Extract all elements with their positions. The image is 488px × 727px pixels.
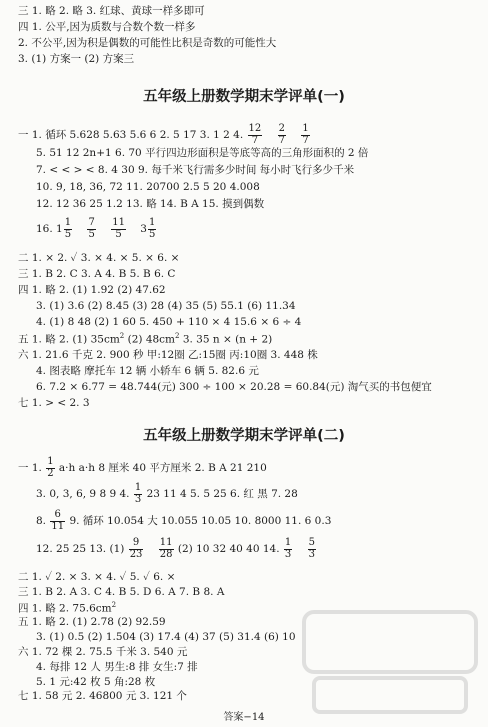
s1-line-12: 五 1. 略 2. (1) $35cm^2$ (2) $48cm^2$ 3. 35 n × (n + 2) bbox=[18, 332, 273, 346]
s2-line-1: 一 1. $\frac{1}{2}$ a·h a·h 8 厘米 40 平方厘米 2. B A 21 210 bbox=[18, 456, 267, 479]
watermark-logo bbox=[300, 608, 480, 718]
s1-line-3: 7. < < > < 8. 4 30 9. 每千米飞行需多少时间 每小时飞行多少千米 bbox=[36, 164, 355, 176]
s2-line-5: 二 1. ✓ 2. × 3. × 4. ✓ 5. ✓ 6. × bbox=[18, 571, 176, 583]
s1-line-5: 12. 12 36 25 1.2 13. 略 14. B A 15. 摸到偶数 bbox=[36, 198, 265, 210]
s2-line-4: 12. 25 25 13. (1) $\frac{9}{23}$ $\frac{11}{28}$ (2) 10 32 40 40 14. $\frac{1}{3}$ $\frac{5}{3}$ bbox=[36, 537, 316, 560]
top-line-1: 三 1. 略 2. 略 3. 红球、黄球一样多即可 bbox=[18, 5, 205, 17]
s1-line-4: 10. 9, 18, 36, 72 11. 20700 2.5 5 20 4.008 bbox=[36, 181, 260, 193]
s1-line-11: 4. (1) 8 48 (2) 1 60 5. 450 + 110 × 4 15.6 × 6 ÷ 4 bbox=[36, 316, 302, 328]
section-2-title: 五年级上册数学期末学评单(二) bbox=[143, 428, 345, 444]
fraction: $\frac{1}{2}$ bbox=[47, 456, 54, 479]
s2-line-2: 3. 0, 3, 6, 9 8 9 4. $\frac{1}{3}$ 23 11 4 5. 5 25 6. 红 黑 7. 28 bbox=[36, 482, 298, 505]
s1-line-14: 4. 图表略 摩托车 12 辆 小轿车 6 辆 5. 82.6 元 bbox=[36, 365, 259, 377]
s2-line-10: 六 1. 72 棵 2. 75.5 千米 3. 540 元 bbox=[18, 646, 188, 658]
fraction: $\frac{1}{7}$ bbox=[302, 123, 309, 146]
fraction: $\frac{11}{28}$ bbox=[159, 537, 173, 560]
fraction: $\frac{7}{5}$ bbox=[88, 217, 95, 240]
fraction: $\frac{2}{7}$ bbox=[278, 123, 285, 146]
fraction: $\frac{1}{3}$ bbox=[284, 537, 292, 560]
fraction: $\frac{1}{5}$ bbox=[64, 217, 72, 240]
s2-line-7: 四 1. 略 2. $75.6cm^2$ bbox=[18, 601, 117, 615]
fraction: $\frac{1}{3}$ bbox=[134, 482, 142, 505]
fraction: $\frac{5}{3}$ bbox=[308, 537, 316, 560]
fraction: $\frac{11}{5}$ bbox=[112, 217, 125, 240]
s1-line-13: 六 1. 21.6 千克 2. 900 秒 甲:12圈 乙:15圈 丙:10圈 3. 448 株 bbox=[18, 349, 318, 361]
s1-line-1: 一 1. 循环 5.628 5.63 5.6 6 2. 5 17 3. 1 2 4. $\frac{12}{7}$ $\frac{2}{7}$ $\frac{1}{7}$ bbox=[18, 123, 309, 146]
s2-line-12: 5. 1 元:42 枚 5 角:28 枚 bbox=[36, 676, 156, 688]
s1-line-9: 四 1. 略 2. (1) 1.92 (2) 47.62 bbox=[18, 284, 166, 296]
s2-line-11: 4. 每排 12 人 男生:8 排 女生:7 排 bbox=[36, 661, 198, 673]
s1-line-6: 16. 1 $\frac{1}{5}$ $\frac{7}{5}$ $\frac{11}{5}$ 3 $\frac{1}{5}$ bbox=[36, 217, 156, 240]
fraction: $\frac{12}{7}$ bbox=[248, 123, 262, 146]
s1-line-16: 七 1. > < 2. 3 bbox=[18, 397, 90, 409]
s2-line-6: 三 1. B 2. A 3. C 4. B 5. D 6. A 7. B 8. A bbox=[18, 586, 225, 598]
s2-line-8: 五 1. 略 2. (1) 2.78 (2) 92.59 bbox=[18, 616, 166, 628]
top-line-2: 四 1. 公平,因为质数与合数个数一样多 bbox=[18, 21, 196, 33]
top-line-4: 3. (1) 方案一 (2) 方案三 bbox=[18, 53, 135, 65]
s2-line-9: 3. (1) 0.5 (2) 1.504 (3) 17.4 (4) 37 (5) 31.4 (6) 10 bbox=[36, 631, 296, 643]
s1-line-10: 3. (1) 3.6 (2) 8.45 (3) 28 (4) 35 (5) 55.1 (6) 11.34 bbox=[36, 300, 296, 312]
s1-line-2: 5. 51 12 2n+1 6. 70 平行四边形面积是等底等高的三角形面积的 2 倍 bbox=[36, 147, 369, 159]
s2-line-13: 七 1. 58 元 2. 46800 元 3. 121 个 bbox=[18, 690, 187, 702]
s1-line-15: 6. 7.2 × 6.77 = 48.744(元) 300 ÷ 100 × 20.28 = 60.84(元) 淘气买的书包便宜 bbox=[36, 381, 432, 393]
s1-line-8: 三 1. B 2. C 3. A 4. B 5. B 6. C bbox=[18, 268, 176, 280]
fraction: $\frac{9}{23}$ bbox=[129, 537, 143, 560]
fraction: $\frac{1}{5}$ bbox=[148, 217, 156, 240]
section-1-title: 五年级上册数学期末学评单(一) bbox=[143, 89, 345, 105]
fraction: $\frac{6}{11}$ bbox=[51, 509, 65, 532]
page-footer: 答案−14 bbox=[223, 712, 265, 723]
s1-line-7: 二 1. × 2. ✓ 3. × 4. × 5. × 6. × bbox=[18, 252, 180, 264]
s2-line-3: 8. $\frac{6}{11}$ 9. 循环 10.054 大 10.055 10.05 10. 8000 11. 6 0.3 bbox=[36, 509, 332, 532]
top-line-3: 2. 不公平,因为积是偶数的可能性比积是奇数的可能性大 bbox=[18, 37, 277, 49]
